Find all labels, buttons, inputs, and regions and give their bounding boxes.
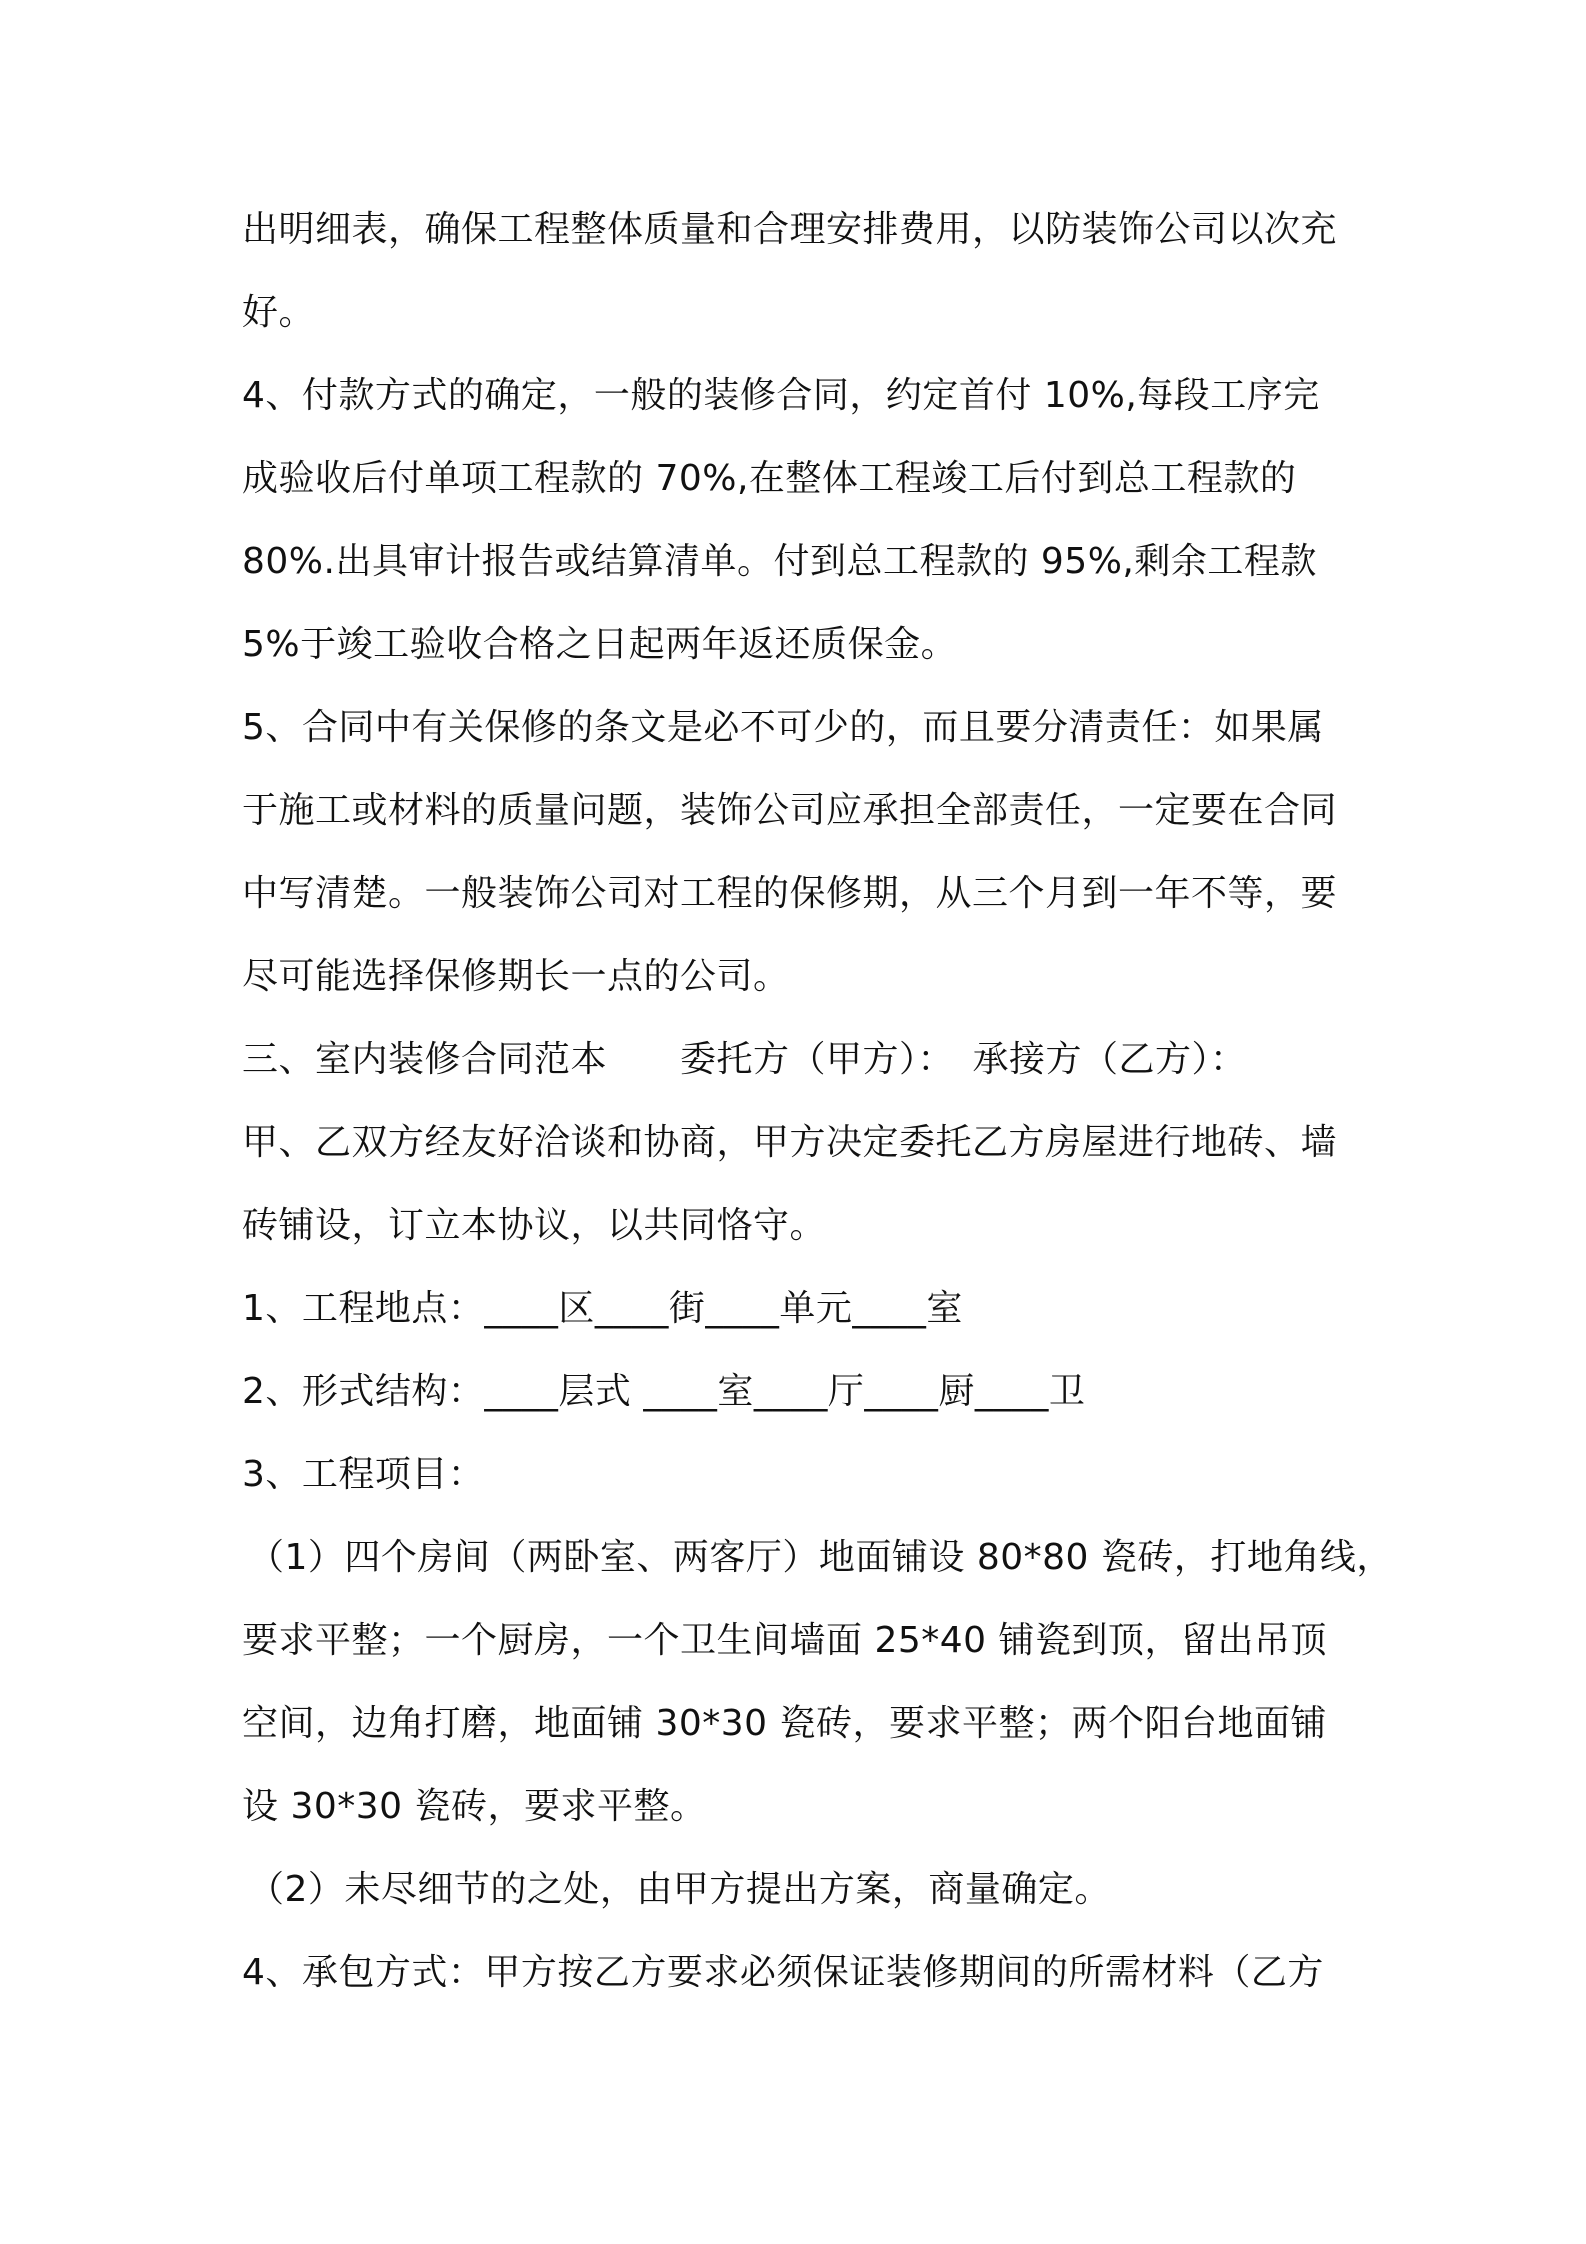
section-heading: 三、室内装修合同范本 委托方（甲方）： 承接方（乙方）： [242, 1039, 1247, 1080]
text-line: 80%.出具审计报告或结算清单。付到总工程款的 95%,剩余工程款 [242, 541, 1317, 582]
text-line: 要求平整；一个厨房，一个卫生间墙面 25*40 铺瓷到顶，留出吊顶 [242, 1620, 1328, 1661]
text-line: 甲、乙双方经友好洽谈和协商，甲方决定委托乙方房屋进行地砖、墙 [242, 1122, 1338, 1163]
text-line: 2、形式结构：____层式 ____室____厅____厨____卫 [242, 1371, 1086, 1412]
text-line: 1、工程地点：____区____街____单元____室 [242, 1288, 963, 1329]
text-line: 设 30*30 瓷砖，要求平整。 [242, 1786, 707, 1827]
text-line: （2）未尽细节的之处，由甲方提出方案，商量确定。 [248, 1869, 1111, 1910]
text-line: 出明细表，确保工程整体质量和合理安排费用，以防装饰公司以次充 [242, 209, 1338, 250]
text-line: 成验收后付单项工程款的 70%,在整体工程竣工后付到总工程款的 [242, 458, 1297, 499]
text-line: 尽可能选择保修期长一点的公司。 [242, 956, 790, 997]
text-line: 于施工或材料的质量问题，装饰公司应承担全部责任，一定要在合同 [242, 790, 1338, 831]
text-line: 5、合同中有关保修的条文是必不可少的，而且要分清责任：如果属 [242, 707, 1324, 748]
text-line: 3、工程项目： [242, 1454, 485, 1495]
text-line: 好。 [242, 292, 316, 333]
text-line: 空间，边角打磨，地面铺 30*30 瓷砖，要求平整；两个阳台地面铺 [242, 1703, 1328, 1744]
text-line: 5%于竣工验收合格之日起两年返还质保金。 [242, 624, 958, 665]
text-line: 4、承包方式：甲方按乙方要求必须保证装修期间的所需材料（乙方 [242, 1952, 1324, 1993]
text-line: （1）四个房间（两卧室、两客厅）地面铺设 80*80 瓷砖，打地角线， [248, 1537, 1393, 1578]
text-line: 中写清楚。一般装饰公司对工程的保修期，从三个月到一年不等，要 [242, 873, 1338, 914]
text-line: 砖铺设，订立本协议，以共同恪守。 [242, 1205, 827, 1246]
text-line: 4、付款方式的确定，一般的装修合同，约定首付 10%,每段工序完 [242, 375, 1320, 416]
